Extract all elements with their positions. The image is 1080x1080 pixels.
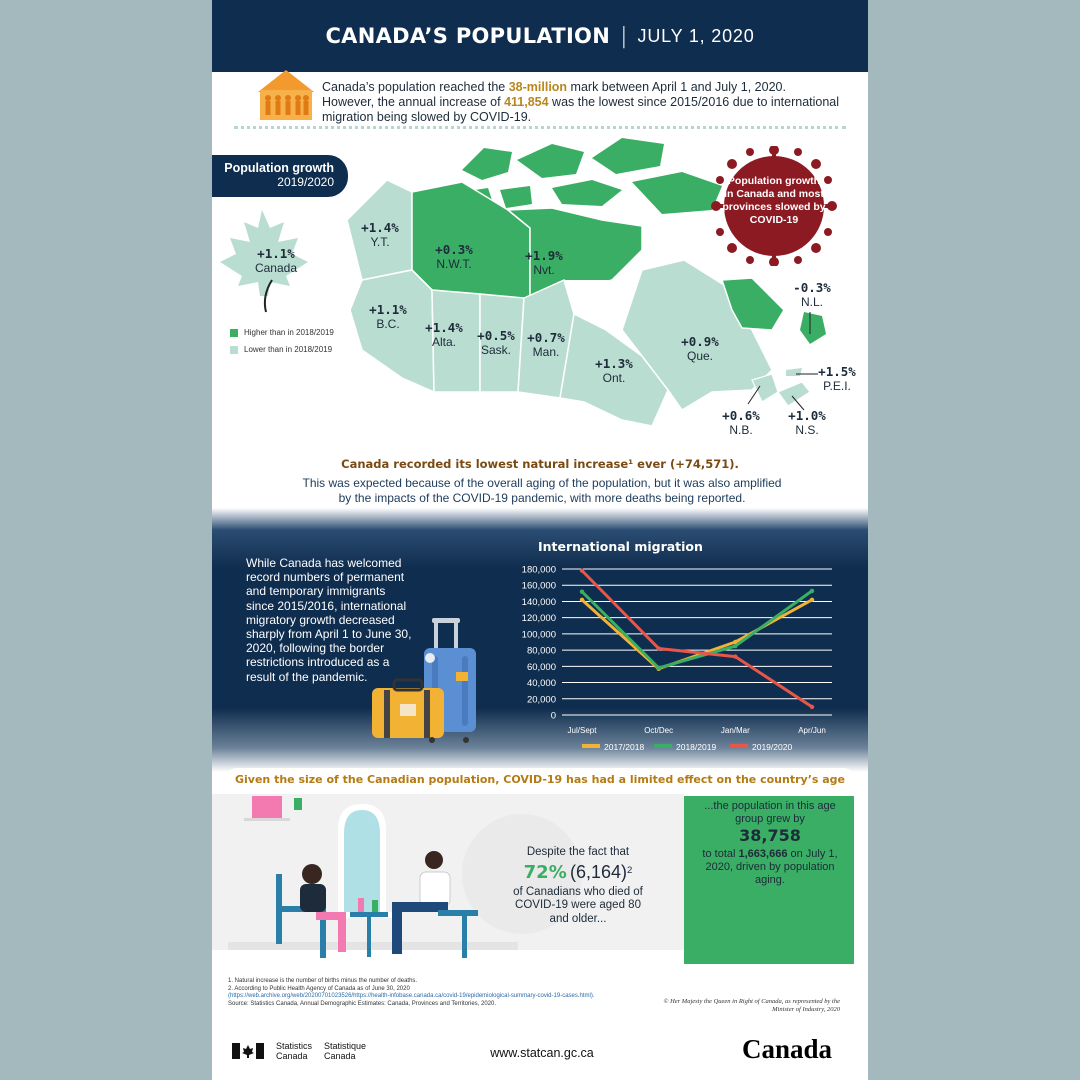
legend-swatch <box>654 744 672 748</box>
label-nwt: +0.3% N.W.T. <box>435 242 473 271</box>
natural-increase-headline: Canada recorded its lowest natural increase¹ ever (+74,571). <box>341 457 739 471</box>
label-nvt: +1.9% Nvt. <box>525 248 563 277</box>
x-tick-label: Jan/Mar <box>720 726 750 735</box>
total-value: 1,663,666 <box>738 848 788 860</box>
y-tick-label: 40,000 <box>526 678 556 690</box>
data-point <box>580 590 584 594</box>
data-point <box>733 654 737 658</box>
data-point <box>656 666 660 670</box>
legend-label: 2018/2019 <box>676 742 717 752</box>
x-tick-label: Apr/Jun <box>798 726 826 735</box>
virus-callout: Population growth in Canada and most provinces slowed by COVID-19 <box>722 175 826 226</box>
copyright: © Her Majesty the Queen in Right of Canada, as represented by the Minister of Industry, 2020 <box>663 998 840 1013</box>
y-tick-label: 80,000 <box>526 645 556 657</box>
label-yt: +1.4% Y.T. <box>361 220 399 249</box>
data-point <box>580 568 584 572</box>
label-ns: +1.0% N.S. <box>788 408 826 437</box>
data-point <box>656 646 660 650</box>
x-tick-label: Oct/Dec <box>644 726 674 735</box>
statcan-signature: Statistics Canada Statistique Canada <box>276 1041 367 1061</box>
y-tick-label: 60,000 <box>526 661 556 673</box>
legend-swatch <box>730 744 748 748</box>
data-point <box>580 598 584 602</box>
luggage-icon <box>370 618 480 744</box>
data-point <box>810 589 814 593</box>
legend-lower: Lower than in 2018/2019 <box>230 345 334 354</box>
page-title: CANADA’S POPULATION <box>325 24 611 48</box>
label-bc: +1.1% B.C. <box>369 302 407 331</box>
y-tick-label: 120,000 <box>521 613 556 625</box>
region-pei <box>786 368 802 376</box>
legend-label: 2019/2020 <box>752 742 793 752</box>
population-growth-tab: Population growth 2019/2020 <box>212 155 348 197</box>
y-tick-label: 160,000 <box>521 580 556 592</box>
website-link[interactable]: www.statcan.gc.ca <box>490 1046 594 1060</box>
dotted-divider <box>234 126 846 129</box>
increase-highlight: 411,854 <box>504 95 549 109</box>
region-ns <box>778 382 810 406</box>
deaths-percent: 72% <box>523 861 567 883</box>
y-tick-label: 20,000 <box>526 694 556 706</box>
label-ont: +1.3% Ont. <box>595 356 633 385</box>
population-highlight: 38-million <box>508 80 568 94</box>
growth-number: 38,758 <box>739 826 801 845</box>
growth-box-text: ...the population in this age group grew by 38,758 to total 1,663,666 on July 1, 2020, driven by population aging. <box>690 800 850 887</box>
title-separator: | <box>620 23 628 49</box>
intro-text: Canada’s population reached the 38-million mark between April 1 and July 1, 2020. However, the annual increase of 411,854 was the lowest since 2015/2016 due to international migration being slowed by COVID-19. <box>322 80 840 124</box>
label-canada: +1.1% Canada <box>254 246 298 275</box>
footnotes: 1. Natural increase is the number of births minus the number of deaths. 2. According to Public Health Agency of Canada as of June 30, 2020 (https://web.archive.org/web/20200701023526/https://health-infobase.canada.ca/covid-19/epidemiological-summary-covid-19-cases.html). Source: Statistics Canada, Annual Demographic Estimates: Canada, Provinces and Territories, 2020. <box>228 978 648 1008</box>
deaths-statement: Despite the fact that 72% $(6,164)^2$ of Canadians who died of COVID-19 were aged 80 and older... <box>513 846 643 925</box>
page-date: JULY 1, 2020 <box>637 25 755 46</box>
map-legend <box>230 328 334 362</box>
data-point <box>810 705 814 709</box>
x-tick-label: Jul/Sept <box>567 726 597 735</box>
canada-wordmark: Canada <box>742 1034 833 1064</box>
series-line-2019-2020 <box>582 571 812 707</box>
label-alta: +1.4% Alta. <box>425 320 463 349</box>
y-tick-label: 0 <box>550 710 556 722</box>
deaths-count: (6,164) <box>569 861 627 882</box>
y-tick-label: 180,000 <box>521 564 556 576</box>
y-tick-label: 100,000 <box>521 629 556 641</box>
legend-swatch <box>582 744 600 748</box>
header-banner <box>212 0 868 72</box>
house-population-icon <box>256 68 316 122</box>
migration-text: While Canada has welcomed record numbers of permanent and temporary immigrants since 2015/2016, international migratory growth decreased sharply from April 1 to June 30, 2020, following the border restrictions introduced as a result of the pandemic. <box>246 556 412 684</box>
legend-label: 2017/2018 <box>604 742 645 752</box>
y-tick-label: 140,000 <box>521 596 556 608</box>
label-pei: +1.5% P.E.I. <box>818 364 856 393</box>
infographic <box>212 0 868 1080</box>
data-point <box>733 644 737 648</box>
legend-higher: Higher than in 2018/2019 <box>230 328 334 337</box>
source-link[interactable]: (https://web.archive.org/web/20200701023526/https://health-infobase.canada.ca/covid-19/epidemiological-summary-covid-19-cases.html). <box>228 993 595 1000</box>
label-nb: +0.6% N.B. <box>722 408 760 437</box>
migration-chart <box>502 532 842 758</box>
label-nl: -0.3% N.L. <box>793 280 831 309</box>
label-man: +0.7% Man. <box>527 330 565 359</box>
natural-increase-description: This was expected because of the overall aging of the population, but it was also amplified by the impacts of the COVID-19 pandemic, with more deaths being reported. <box>302 476 782 505</box>
limited-effect-banner: Given the size of the Canadian population, COVID-19 has had a limited effect on the country’s age <box>224 768 856 794</box>
label-que: +0.9% Que. <box>681 334 719 363</box>
data-point <box>810 598 814 602</box>
canada-flag-icon <box>232 1043 264 1059</box>
label-sask: +0.5% Sask. <box>477 328 515 357</box>
chart-title: International migration <box>538 539 703 554</box>
